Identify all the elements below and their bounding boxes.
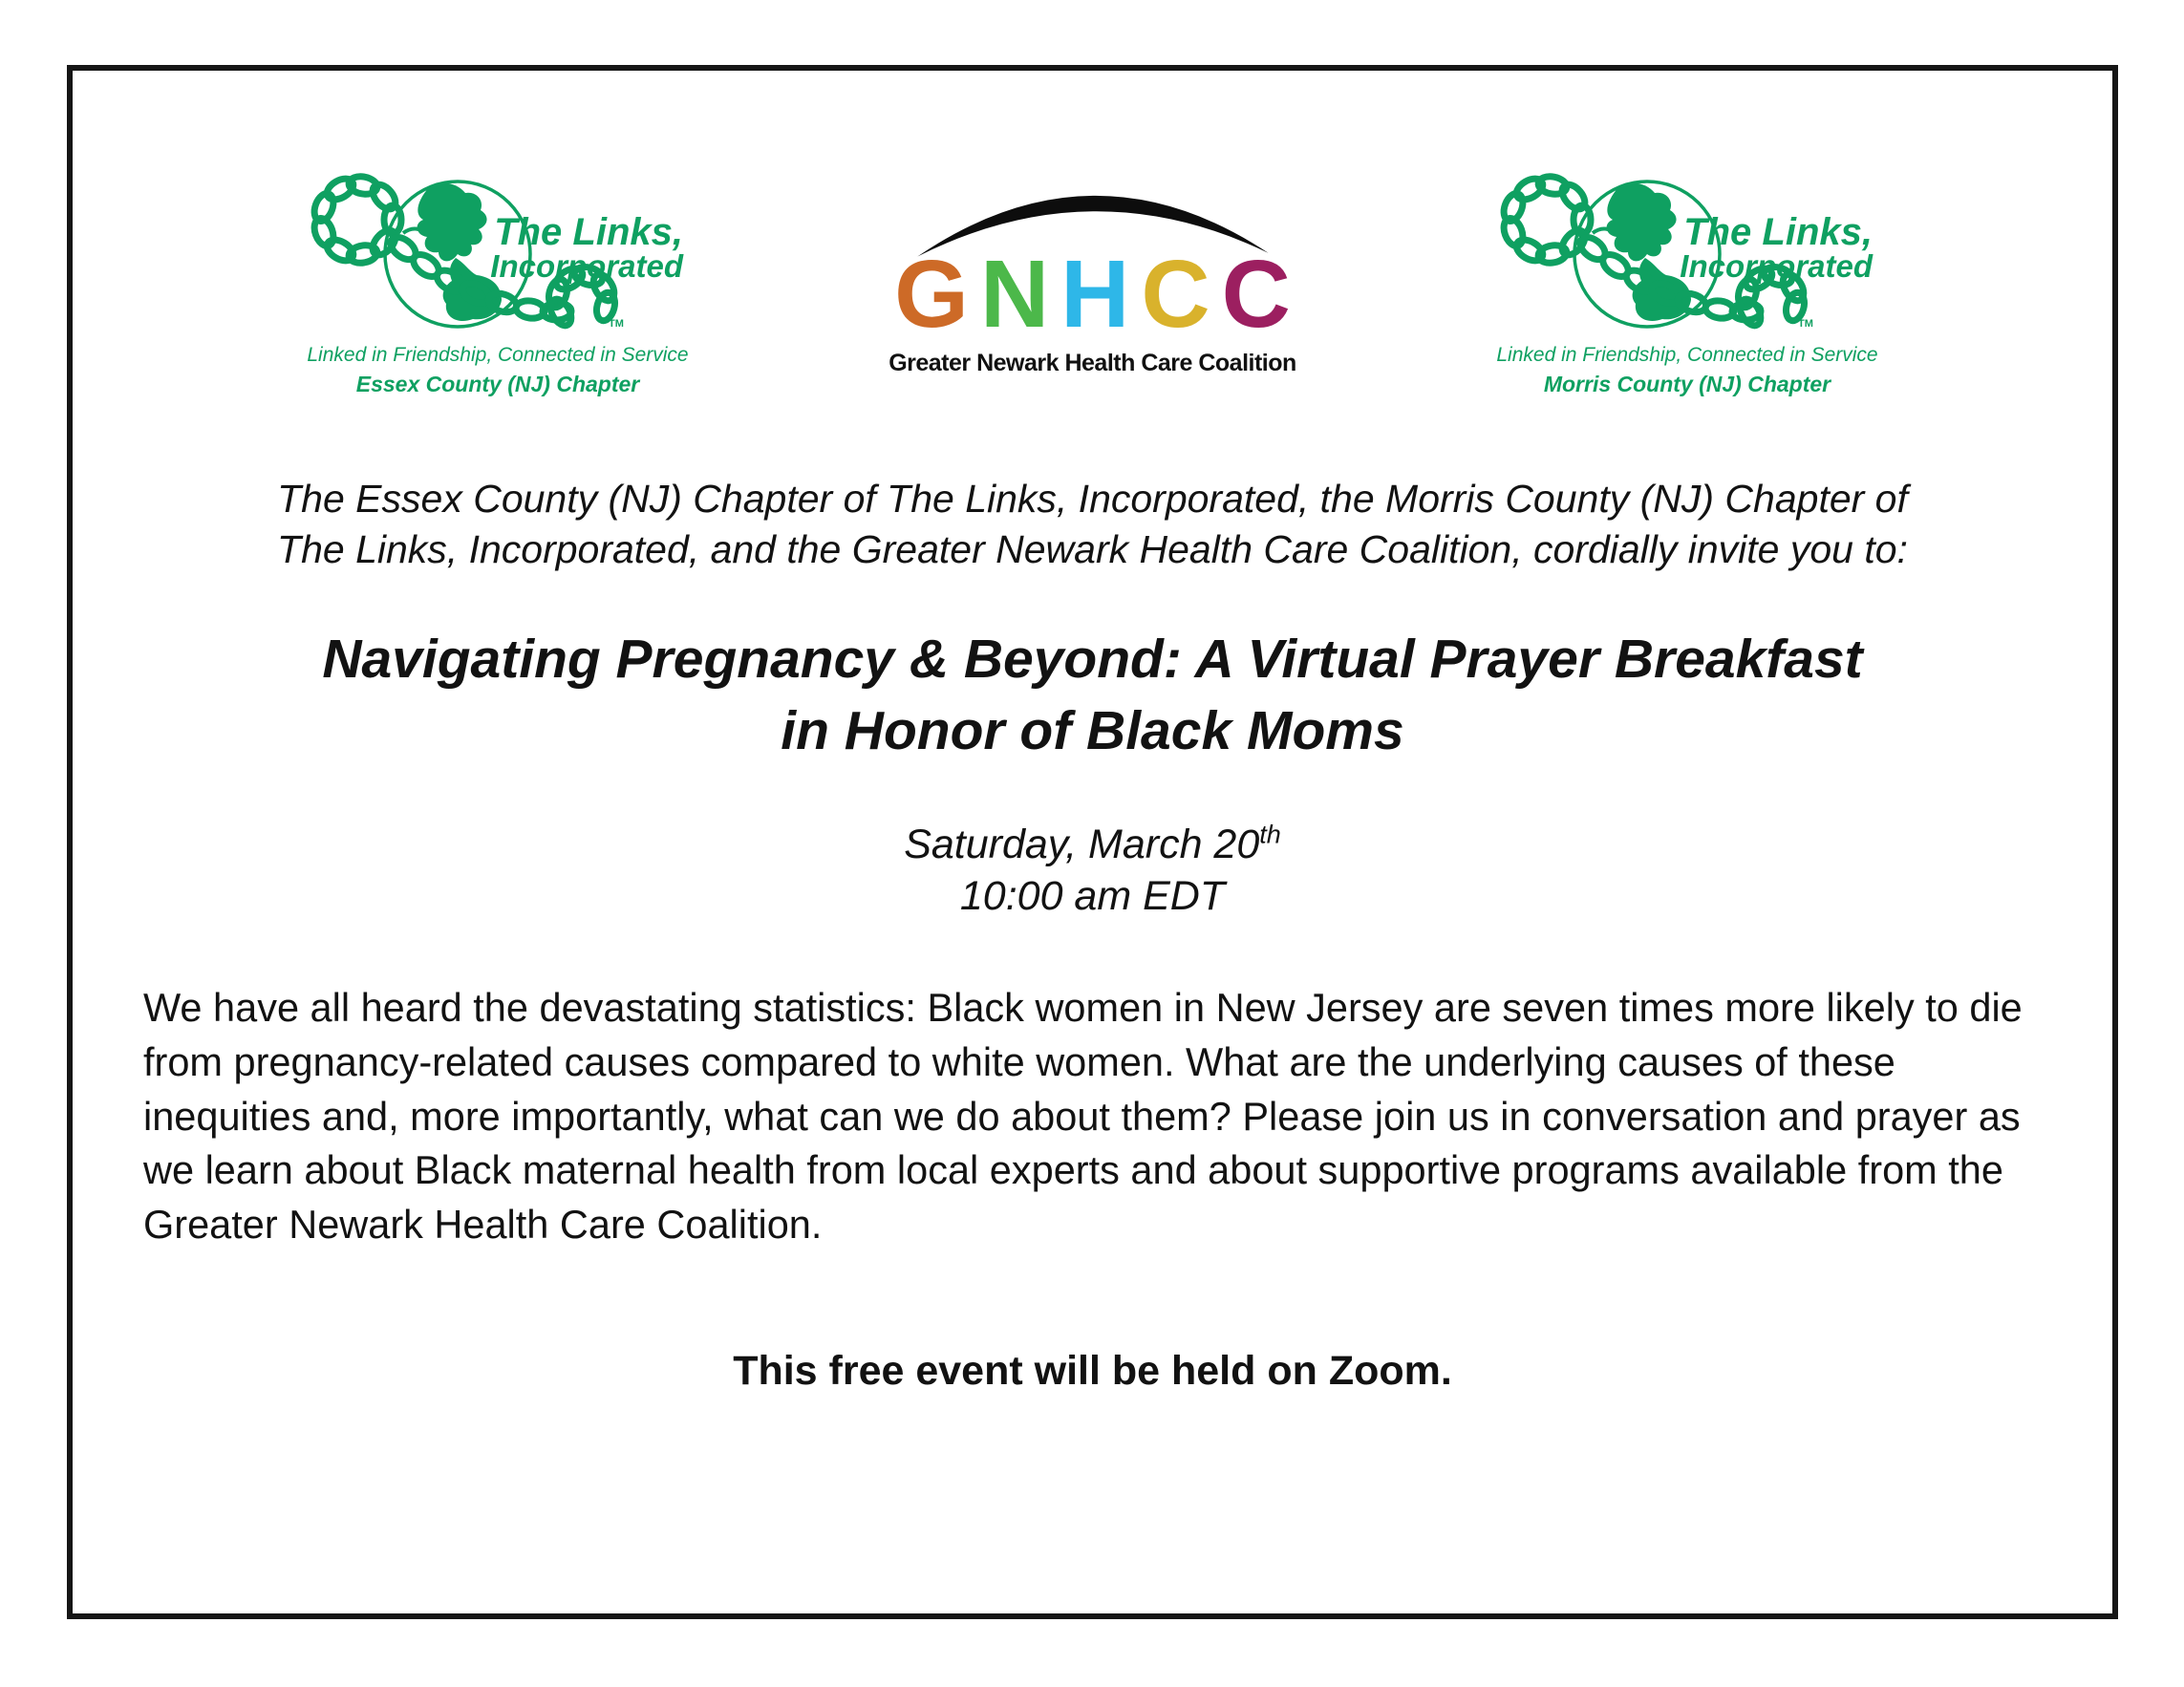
- event-title: [143, 624, 2042, 769]
- links-essex-logo: [292, 159, 703, 397]
- invitation-intro: [143, 474, 2042, 576]
- invitation-content: [73, 474, 2112, 1395]
- links-wordmark-line1: The Links,: [494, 211, 683, 253]
- event-datetime: [143, 820, 2042, 922]
- event-date-main: Saturday, March 20: [904, 822, 1260, 868]
- gnhcc-letter-c1: C: [1141, 241, 1210, 348]
- flyer-frame: [67, 65, 2118, 1619]
- event-description: We have all heard the devastating statistics: Black women in New Jersey are seven times more likely to die from pregnancy-related causes compared to white women. What are the underlying causes of these inequities and, more importantly, what can we do about them? Please join us in conversation and prayer as we learn about Black maternal health from local experts and about supportive programs available from the Greater Newark Health Care Coalition.: [143, 984, 2023, 1248]
- links-logo-icon: [305, 159, 691, 342]
- event-date: [143, 820, 2042, 870]
- event-date-ordinal: th: [1259, 820, 1281, 849]
- links-essex-chapter: Essex County (NJ) Chapter: [355, 372, 640, 396]
- links-logo-icon: [1494, 159, 1880, 342]
- gnhcc-letters: [868, 241, 1317, 348]
- links-wordmark-line2: Incorporated: [1680, 248, 1873, 284]
- gnhcc-logo: [868, 159, 1317, 377]
- links-wordmark-line2: Incorporated: [490, 248, 683, 284]
- zoom-note: This free event will be held on Zoom.: [733, 1348, 1452, 1395]
- event-title-line1: Navigating Pregnancy & Beyond: A Virtual Prayer Breakfast: [322, 628, 1863, 690]
- trademark-symbol: TM: [609, 318, 624, 330]
- logos-row: [73, 159, 2112, 397]
- links-morris-logo: [1482, 159, 1893, 397]
- gnhcc-letter-h: H: [1060, 241, 1130, 348]
- event-time: 10:00 am EDT: [959, 872, 1226, 919]
- links-essex-tagline: Linked in Friendship, Connected in Service: [307, 344, 689, 366]
- gnhcc-letter-g: G: [894, 241, 969, 348]
- invitation-intro-line2: The Links, Incorporated, and the Greater Newark Health Care Coalition, cordially invite you to:: [277, 527, 1908, 572]
- links-morris-tagline: Linked in Friendship, Connected in Service: [1496, 344, 1878, 366]
- event-title-line2: in Honor of Black Moms: [781, 700, 1404, 762]
- gnhcc-letter-n: N: [979, 241, 1050, 348]
- trademark-symbol: TM: [1798, 318, 1813, 330]
- invitation-intro-line1: The Essex County (NJ) Chapter of The Links, Incorporated, the Morris County (NJ) Chapter of: [277, 477, 1908, 521]
- links-morris-chapter: Morris County (NJ) Chapter: [1543, 372, 1831, 396]
- gnhcc-letter-c2: C: [1221, 241, 1291, 348]
- gnhcc-name: Greater Newark Health Care Coalition: [889, 350, 1296, 376]
- links-wordmark-line1: The Links,: [1683, 211, 1873, 253]
